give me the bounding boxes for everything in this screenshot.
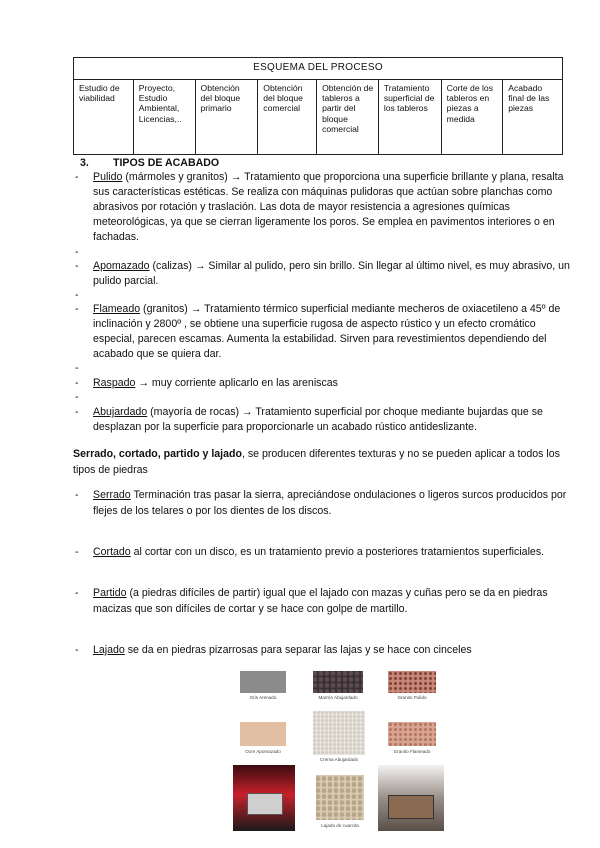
sample-tile (240, 671, 286, 701)
schema-step: Obtención del bloque comercial (258, 80, 317, 155)
cut-text: se da en piedras pizarrosas para separar las lajas y se hace con cinceles (124, 644, 472, 656)
list-dash: - (75, 260, 79, 272)
finish-text: (mayoría de rocas) → Tratamiento superficial por choque mediante bujardas que se desplazan por la superficie para proporcionarle un acabado rústico antideslizante. (93, 406, 543, 433)
section-heading (80, 157, 219, 169)
finish-text: (calizas) → Similar al pulido, pero sin brillo. Sin llegar al último nivel, es muy abrasivo, un pulido parcial. (93, 260, 570, 287)
schema-title: ESQUEMA DEL PROCESO (74, 58, 563, 80)
machine-photo (233, 765, 295, 831)
list-item (75, 405, 570, 435)
finish-term: Apomazado (93, 260, 150, 272)
list-item (75, 585, 570, 617)
sample-tile (388, 671, 436, 701)
list-item (75, 259, 570, 289)
finish-term: Pulido (93, 171, 123, 183)
stone-swatch (388, 722, 436, 746)
list-item (75, 544, 570, 560)
list-dash: - (75, 489, 79, 501)
schema-step: Tratamiento superficial de los tableros (378, 80, 441, 155)
schema-step: Obtención de tableros a partir del bloque comercial (317, 80, 379, 155)
sample-tile (388, 722, 436, 758)
machine-photo (378, 765, 444, 831)
sample-caption: Lajado de cuarcita (321, 823, 359, 828)
cut-term: Partido (93, 587, 127, 599)
schema-step: Proyecto, Estudio Ambiental, Licencias,.. (133, 80, 195, 155)
finish-text: (mármoles y granitos) → Tratamiento que proporciona una superficie brillante y plana, resalta sus características estéticas. Se realiza con máquinas pulidoras que actúan sobre planchas como abrasivos por rotación y traslación. Las dota de mayor resistencia a agresiones químicas meteorológicas, ya que se cierran ligeramente los poros. Se emplea en pavimentos interiores o en fachadas. (93, 171, 564, 243)
list-dash: - (75, 289, 79, 301)
list-dash: - (75, 171, 79, 183)
sample-caption: Granito Flameado (393, 749, 431, 754)
stone-swatch (313, 671, 363, 693)
schema-step: Obtención del bloque primario (195, 80, 258, 155)
list-item (75, 170, 570, 245)
section-number: 3. (80, 157, 89, 169)
stone-swatch (388, 671, 436, 693)
stone-swatch (316, 775, 364, 820)
sample-caption: Gris Arenado (249, 695, 277, 700)
cut-term: Cortado (93, 546, 131, 558)
list-dash: - (75, 406, 79, 418)
process-schema-table (73, 57, 563, 155)
cuts-intro (73, 446, 568, 478)
list-item (75, 642, 570, 658)
cuts-intro-bold: Serrado, cortado, partido y lajado (73, 448, 242, 460)
list-item (75, 376, 570, 391)
sample-tile (240, 722, 286, 758)
finish-term: Flameado (93, 303, 141, 315)
sample-tile (316, 775, 364, 830)
sample-tile (313, 711, 365, 763)
list-dash: - (75, 303, 79, 315)
machine-icon (388, 795, 434, 819)
schema-step: Acabado final de las piezas (503, 80, 563, 155)
finish-samples-gallery (233, 667, 453, 832)
list-dash: - (75, 644, 79, 656)
list-dash: - (75, 246, 79, 258)
finish-term: Abujardado (93, 406, 148, 418)
list-item (75, 487, 570, 519)
sample-caption: Crema Abujardado (319, 757, 359, 762)
schema-step: Corte de los tableros en piezas a medida (441, 80, 503, 155)
list-item (75, 302, 570, 362)
sample-caption: Ocre Apomazado (245, 749, 281, 754)
finish-text: → muy corriente aplicarlo en las areniscas (135, 377, 338, 389)
machine-icon (247, 793, 283, 815)
section-title: TIPOS DE ACABADO (113, 157, 220, 169)
cut-term: Serrado (93, 489, 131, 501)
list-dash: - (75, 377, 79, 389)
stone-swatch (240, 722, 286, 746)
finish-term: Raspado (93, 377, 136, 389)
list-dash: - (75, 391, 79, 403)
list-dash: - (75, 587, 79, 599)
sample-caption: Granito Pulido (397, 695, 427, 700)
cuts-intro-text: , se producen diferentes texturas y no se pueden aplicar a todos los tipos de piedras (73, 448, 560, 476)
cut-term: Lajado (93, 644, 125, 656)
cut-text: Terminación tras pasar la sierra, apreciándose ondulaciones o ligeros surcos producidos por flejes de los telares o por los dientes de los discos. (93, 489, 567, 517)
cut-text: (a piedras difíciles de partir) igual que el lajado con mazas y cuñas pero se da en piedras macizas que son difíciles de cortar y se hace con golpe de martillo. (93, 587, 548, 615)
list-dash: - (75, 362, 79, 374)
stone-swatch (240, 671, 286, 693)
stone-swatch (313, 711, 365, 755)
sample-tile (313, 671, 363, 701)
list-dash: - (75, 546, 79, 558)
sample-caption: Marrón Abujardado (318, 695, 358, 700)
cut-text: al cortar con un disco, es un tratamiento previo a posteriores tratamientos superficiales. (130, 546, 545, 558)
finish-text: (granitos) → Tratamiento térmico superficial mediante mecheros de oxiacetileno a 45º de inclinación y 2800º , se obtiene una superficie rugosa de aspecto rústico y un efecto cromático especial, parecen escamas. Aumenta la estabilidad. Sirven para revestimientos dependiendo del acabado que se quiera dar. (93, 303, 561, 360)
schema-step: Estudio de viabilidad (74, 80, 134, 155)
